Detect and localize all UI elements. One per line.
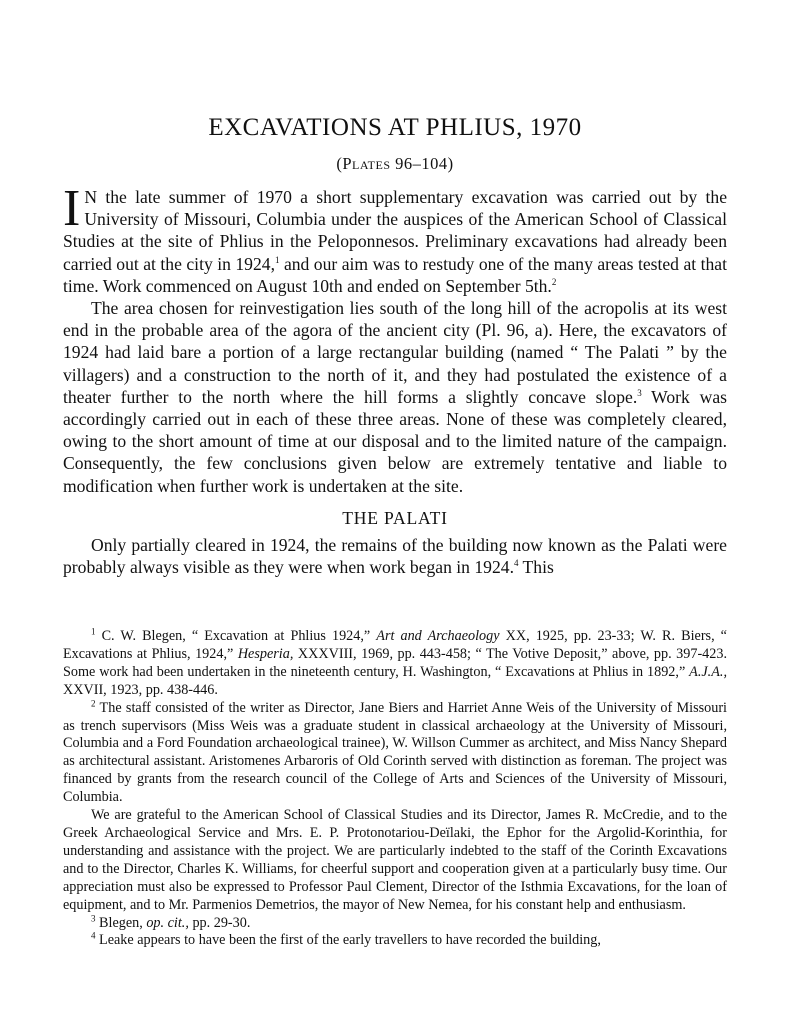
intro-text-a: N the late summer of 1970 a short supplementary excavation was carried out by the University of Missouri, Columbia under the auspices of the American School of Classical Studies at the site of Phlius in the Peloponnesos. Preliminary excavations had already been carried out at the city in 1924, — [63, 187, 727, 274]
section-heading: THE PALATI — [342, 507, 448, 528]
footnote-1-italic-3: A.J.A., — [689, 663, 727, 680]
article-body — [63, 108, 727, 578]
section-text-a: Only partially cleared in 1924, the remains of the building now known as the Palati were probably always visible as they were when work began in 1924. — [63, 534, 727, 578]
article-title: EXCAVATIONS AT PHLIUS, 1970 — [208, 114, 582, 141]
footnote-3-mark: 3 — [91, 912, 96, 923]
footnote-ref-3[interactable]: 3 — [637, 387, 642, 398]
footnote-3 — [63, 912, 727, 933]
footnote-4-text: Leake appears to have been the first of the early travellers to have recorded the building, — [95, 932, 601, 949]
footnote-2-text: The staff consisted of the writer as Director, Jane Biers and Harriet Anne Weis of the University of Missouri as trench supervisors (Miss Weis was a graduate student in classical archaeology at the University of Missouri, Columbia and a Ford Foundation archaeological trainee), W. Willson Cummer as architect, and Miss Nancy Shepard as architectural assistant. Aristomenes Arbaroris of Old Corinth served with distinction as foreman. The project was financed by grants from the research council of the College of Arts and Sciences of the University of Missouri, Columbia. — [63, 699, 727, 806]
footnote-3-text-a: Blegen, — [95, 914, 147, 931]
footnote-ref-2[interactable]: 2 — [551, 276, 557, 287]
footnote-1 — [63, 628, 727, 700]
footnote-2-mark: 2 — [91, 697, 96, 708]
footnote-1-italic-1: Art and Archaeology — [376, 628, 500, 644]
footnote-1-italic-2: Hesperia, — [237, 645, 294, 662]
footnote-ref-4[interactable]: 4 — [513, 558, 519, 569]
section-paragraph-1 — [63, 534, 727, 578]
footnote-1-text-d: XXVII, 1923, pp. 438-446. — [63, 681, 218, 698]
footnote-1-text-b: XX, 1925, pp. 23-33; W. R. Biers, “ Excavations at Phlius, 1924,” — [63, 628, 727, 662]
footnote-1-text-a: C. W. Blegen, “ Excavation at Phlius 1924,” — [95, 628, 377, 644]
intro2-text-b: Work was accordingly carried out in each of these three areas. None of these was completely cleared, owing to the short amount of time at our disposal and to the limited nature of the campaign. Consequently, the few conclusions given below are extremely tentative and liable to modification when further work is undertaken at the site. — [63, 386, 727, 496]
footnote-2-continuation: We are grateful to the American School of Classical Studies and its Director, James R. McCredie, and to the Greek Archaeological Service and Mrs. E. P. Protonotariou-Deïlaki, the Ephor for the Argolid-Korinthia, for understanding and assistance with the project. We are particularly indebted to the staff of the Corinth Excavations and to the Director, Charles K. Williams, for cheerful support and cooperation given at a particularly busy time. Our appreciation must also be expressed to Professor Paul Clement, Director of the Isthmia Excavations, for the loan of equipment, and to Mr. Parmenios Demetrios, the mayor of New Nemea, for his constant help and enthusiasm. — [63, 807, 727, 913]
footnote-4 — [63, 932, 727, 950]
intro-paragraph-2 — [63, 297, 727, 497]
intro2-text-a: The area chosen for reinvestigation lies south of the long hill of the acropolis at its west end in the probable area of the agora of the ancient city (Pl. 96, a). Here, the excavators of 1924 had laid bare a portion of a large rectangular building (named “ The Palati ” by the villagers) and a construction to the north of it, and they had postulated the existence of a theater further to the north where the hill forms a slightly concave slope. — [63, 298, 727, 407]
footnote-2 — [63, 697, 727, 807]
footnote-3-text-b: pp. 29-30. — [188, 914, 251, 931]
drop-cap: I — [63, 180, 81, 237]
footnote-ref-1[interactable]: 1 — [274, 254, 280, 265]
intro-paragraph-1 — [63, 180, 727, 297]
footnotes — [63, 628, 727, 950]
footnote-1-text-c: XXXVIII, 1969, pp. 443-458; “ The Votive Deposit,” above, pp. 397-423. Some work had been undertaken in the nineteenth century, H. Washington, “ Excavations at Phlius in 1892,” — [63, 645, 728, 680]
section-text-b: This — [518, 557, 554, 578]
plates-reference: (Plates 96–104) — [336, 154, 454, 173]
footnote-1-mark: 1 — [91, 626, 96, 637]
intro-text-b: and our aim was to restudy one of the many areas tested at that time. Work commenced on August 10th and ended on September 5th. — [63, 253, 727, 296]
footnote-4-mark: 4 — [91, 930, 96, 941]
footnote-3-italic: op. cit., — [146, 914, 189, 931]
